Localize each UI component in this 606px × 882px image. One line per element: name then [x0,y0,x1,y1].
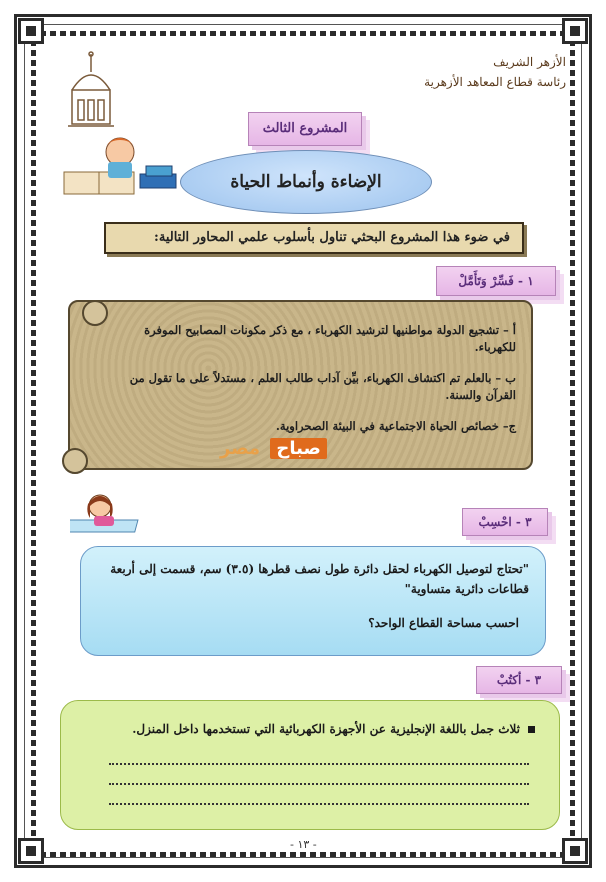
calculation-question: احسب مساحة القطاع الواحد؟ [368,616,519,630]
writing-task-question-text: ثلاث جمل باللغة الإنجليزية عن الأجهزة الكهربائية التي تستخدمها داخل المنزل. [132,722,520,736]
answer-line-1[interactable] [109,745,529,765]
section-2-tag [462,508,548,536]
institution-header [424,52,566,92]
answer-line-3[interactable] [109,785,529,805]
project-title: الإضاءة وأنماط الحياة [230,172,382,192]
girl-reading-illustration-icon [60,132,182,202]
project-intro-bar [104,222,524,254]
section-1-items [116,322,516,449]
project-label-tag [248,112,362,146]
section-1-item-a: أ – تشجيع الدولة مواطنيها لترشيد الكهرباء ، مع ذكر مكونات المصابيح الموفرة للكهرباء. [144,323,516,354]
header-line-2: رئاسة قطاع المعاهد الأزهرية [424,75,566,89]
section-1-tag [436,266,556,296]
girl-writing-illustration-icon [70,490,150,538]
calculation-problem-box [80,546,546,656]
project-intro-text: في ضوء هذا المشروع البحثي تناول بأسلوب علمي المحاور التالية: [154,230,510,245]
section-1-item-b: ب – بالعلم تم اكتشاف الكهرباء، بيِّن آداب طالب العلم ، مستدلاً على ما تقول من القرآن والسنة. [129,371,516,402]
watermark-country: مصر [220,438,261,459]
frame-border-top [40,31,566,36]
writing-task-box [60,700,560,830]
watermark-brand: صباح [270,438,326,459]
section-3-title: ٣ - أكتُبْ [496,673,542,687]
writing-task-question [85,719,535,739]
frame-corner-bottom-left [18,838,44,864]
header-line-1: الأزهر الشريف [493,55,566,69]
section-1-item-c: ج– خصائص الحياة الاجتماعية في البيئة الصحراوية. [275,419,516,433]
frame-border-left [31,40,36,842]
frame-corner-top-right [562,18,588,44]
frame-border-right [570,40,575,842]
project-label: المشروع الثالث [262,121,348,136]
publisher-watermark [220,438,327,459]
scroll-curl-bottom-icon [62,448,88,474]
section-2-title: ٣ - احْسِبْ [478,515,532,529]
project-title-banner [180,150,432,214]
frame-corner-bottom-right [562,838,588,864]
frame-corner-top-left [18,18,44,44]
frame-border-bottom [40,852,566,857]
answer-line-2[interactable] [109,765,529,785]
section-1-title: ١ - فَسِّرْ وَتَأَمَّلْ [458,274,534,288]
bullet-square-icon [528,726,535,733]
scroll-curl-top-icon [82,300,108,326]
page-number: - ١٣ - [290,838,317,851]
calculation-problem-text: "تحتاج لتوصيل الكهرباء لحقل دائرة طول نصف قطرها (٣.٥) سم، قسمت إلى أربعة قطاعات دائرية متساوية" [110,562,529,596]
al-azhar-logo-icon [64,50,118,130]
section-3-tag [476,666,562,694]
